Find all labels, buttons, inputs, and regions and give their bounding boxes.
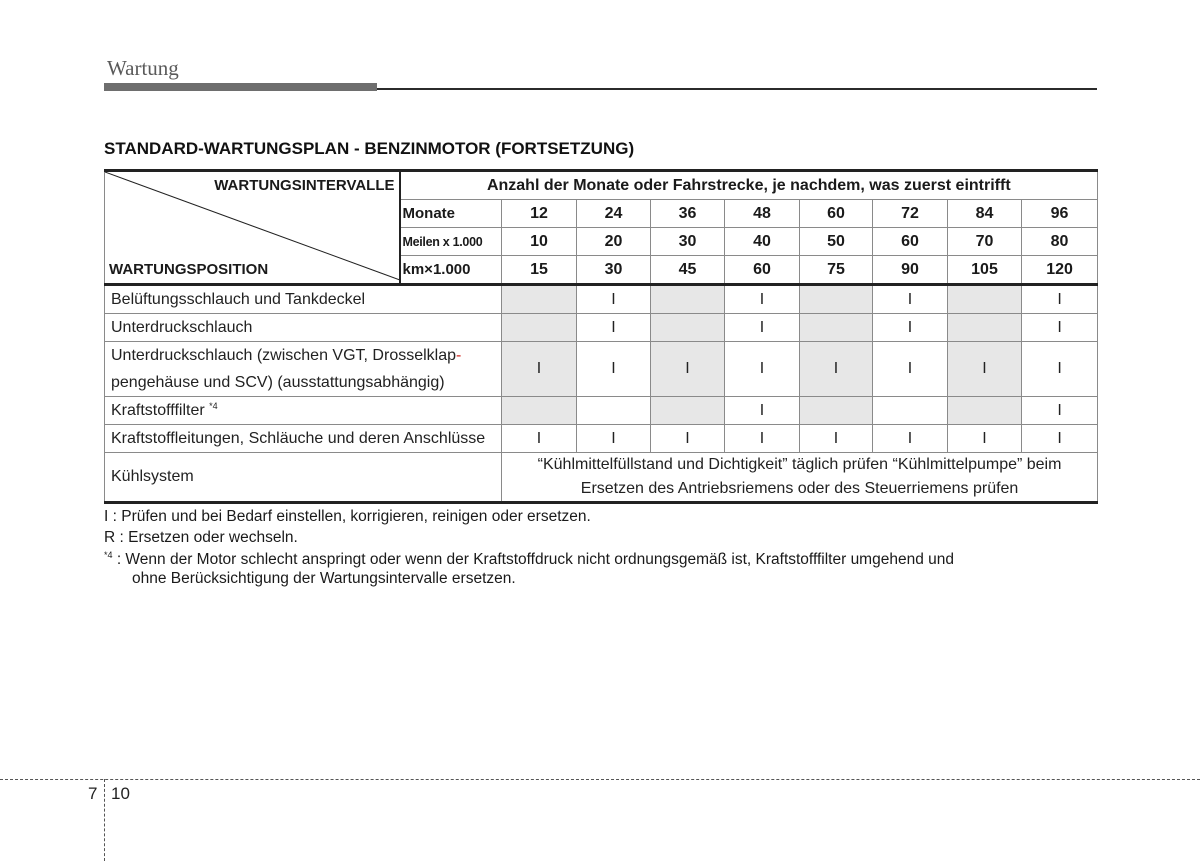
interval-mark: I — [577, 285, 651, 314]
table-corner-cell — [105, 171, 400, 285]
months-value: 60 — [800, 200, 873, 228]
table-row — [105, 342, 1098, 397]
interval-mark: I — [873, 342, 948, 397]
km-value: 45 — [651, 256, 725, 285]
item-label-line: pengehäuse und SCV) (ausstattungsabhängig) — [111, 374, 445, 391]
miles-value: 20 — [577, 228, 651, 256]
interval-mark: I — [800, 425, 873, 453]
maintenance-table — [104, 169, 1098, 504]
table-row — [105, 285, 1098, 314]
footnote-marker: *4 — [104, 550, 113, 560]
note-line: Ersetzen des Antriebsriemens oder des Steuerriemens prüfen — [580, 480, 1019, 497]
section-title: Wartung — [107, 56, 179, 80]
item-hyphen: - — [456, 347, 462, 364]
interval-mark — [651, 285, 725, 314]
miles-value: 10 — [502, 228, 577, 256]
interval-intro: Anzahl der Monate oder Fahrstrecke, je nachdem, was zuerst eintrifft — [400, 171, 1098, 200]
interval-mark: I — [1022, 342, 1098, 397]
interval-mark — [577, 397, 651, 425]
interval-mark: I — [725, 425, 800, 453]
months-value: 48 — [725, 200, 800, 228]
km-value: 90 — [873, 256, 948, 285]
interval-mark: I — [651, 425, 725, 453]
legend-inspect: I : Prüfen und bei Bedarf einstellen, korrigieren, reinigen oder ersetzen. — [104, 508, 591, 525]
header-rule-accent — [104, 83, 377, 91]
miles-value: 60 — [873, 228, 948, 256]
interval-mark: I — [800, 342, 873, 397]
unit-label: Meilen x 1.000 — [400, 228, 502, 256]
corner-intervals-label: WARTUNGSINTERVALLE — [214, 177, 395, 194]
interval-mark — [800, 314, 873, 342]
legend-replace: R : Ersetzen oder wechseln. — [104, 529, 298, 546]
interval-mark: I — [1022, 285, 1098, 314]
interval-mark: I — [948, 342, 1022, 397]
miles-value: 70 — [948, 228, 1022, 256]
interval-mark: I — [502, 425, 577, 453]
corner-position-label: WARTUNGSPOSITION — [109, 261, 269, 278]
table-row — [105, 314, 1098, 342]
miles-value: 50 — [800, 228, 873, 256]
legend-footnote-text: : Wenn der Motor schlecht anspringt oder wenn der Kraftstoffdruck nicht ordnungsgemäß ist, Kraftstofffilter umgehend und — [112, 551, 954, 568]
interval-mark — [651, 397, 725, 425]
interval-mark: I — [948, 425, 1022, 453]
table-row — [105, 425, 1098, 453]
months-value: 12 — [502, 200, 577, 228]
legend-footnote — [104, 550, 954, 569]
km-value: 30 — [577, 256, 651, 285]
interval-header-row — [105, 171, 1098, 200]
item-label-line: Unterdruckschlauch (zwischen VGT, Drosselklap — [111, 347, 457, 364]
interval-mark — [948, 397, 1022, 425]
months-value: 24 — [577, 200, 651, 228]
interval-mark — [800, 285, 873, 314]
page-number: 10 — [111, 784, 130, 803]
interval-mark: I — [873, 425, 948, 453]
interval-mark: I — [725, 397, 800, 425]
miles-value: 80 — [1022, 228, 1098, 256]
km-value: 105 — [948, 256, 1022, 285]
plan-title: STANDARD-WARTUNGSPLAN - BENZINMOTOR (FORTSETZUNG) — [104, 139, 635, 158]
table-row — [105, 397, 1098, 425]
interval-mark — [873, 397, 948, 425]
legend-footnote-cont: ohne Berücksichtigung der Wartungsintervalle ersetzen. — [132, 570, 516, 587]
months-value: 36 — [651, 200, 725, 228]
months-value: 96 — [1022, 200, 1098, 228]
item-label: Belüftungsschlauch und Tankdeckel — [105, 285, 502, 314]
item-label: Kraftstoffleitungen, Schläuche und deren Anschlüsse — [105, 425, 502, 453]
interval-mark: I — [1022, 425, 1098, 453]
item-label — [105, 397, 502, 425]
interval-mark: I — [725, 285, 800, 314]
footnote-marker: *4 — [209, 401, 218, 411]
interval-mark — [502, 397, 577, 425]
item-label: Unterdruckschlauch — [105, 314, 502, 342]
interval-mark — [651, 314, 725, 342]
interval-mark: I — [873, 285, 948, 314]
item-label — [105, 342, 502, 397]
interval-mark: I — [577, 342, 651, 397]
km-value: 120 — [1022, 256, 1098, 285]
months-value: 84 — [948, 200, 1022, 228]
interval-mark: I — [725, 314, 800, 342]
table-row — [105, 453, 1098, 503]
interval-mark — [948, 314, 1022, 342]
cooling-note — [502, 453, 1098, 503]
km-value: 75 — [800, 256, 873, 285]
miles-value: 30 — [651, 228, 725, 256]
footer-rule — [0, 779, 1200, 780]
chapter-number: 7 — [88, 784, 98, 803]
interval-mark — [948, 285, 1022, 314]
interval-mark: I — [577, 314, 651, 342]
miles-value: 40 — [725, 228, 800, 256]
interval-mark: I — [577, 425, 651, 453]
interval-mark: I — [651, 342, 725, 397]
months-value: 72 — [873, 200, 948, 228]
km-value: 15 — [502, 256, 577, 285]
interval-mark — [800, 397, 873, 425]
interval-mark — [502, 314, 577, 342]
interval-mark: I — [1022, 314, 1098, 342]
item-label-text: Kraftstofffilter — [111, 402, 210, 419]
interval-mark: I — [725, 342, 800, 397]
interval-mark: I — [502, 342, 577, 397]
item-label: Kühlsystem — [105, 453, 502, 503]
interval-mark: I — [1022, 397, 1098, 425]
km-value: 60 — [725, 256, 800, 285]
interval-mark — [502, 285, 577, 314]
note-line: “Kühlmittelfüllstand und Dichtigkeit” täglich prüfen “Kühlmittelpumpe” beim — [537, 456, 1062, 473]
interval-mark: I — [873, 314, 948, 342]
unit-label: Monate — [400, 200, 502, 228]
footer-divider — [104, 779, 105, 861]
unit-label: km×1.000 — [400, 256, 502, 285]
